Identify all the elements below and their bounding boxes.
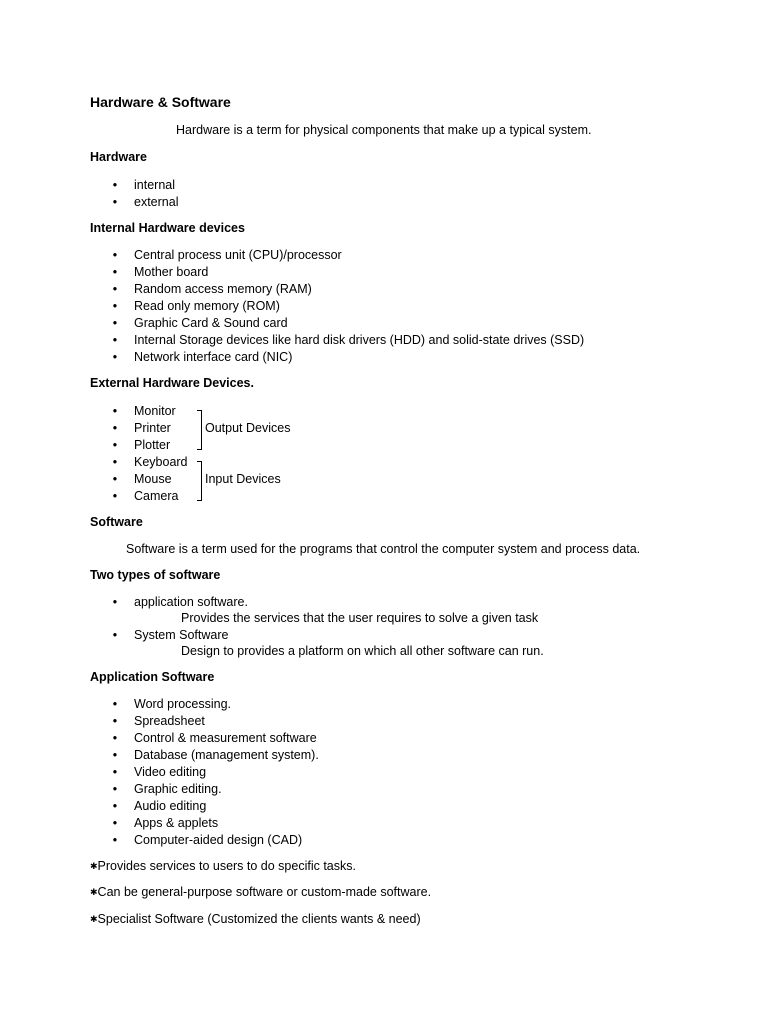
bullet: • bbox=[112, 489, 118, 503]
bullet: • bbox=[112, 748, 118, 762]
external-heading: External Hardware Devices. bbox=[90, 376, 254, 390]
list-item-text: Camera bbox=[134, 489, 179, 503]
list-item-text: Mother board bbox=[134, 265, 209, 279]
list-item-text: Audio editing bbox=[134, 799, 207, 813]
bullet: • bbox=[112, 195, 118, 209]
star-icon: ✱ bbox=[90, 861, 98, 871]
bullet: • bbox=[112, 833, 118, 847]
note-line bbox=[90, 859, 356, 873]
note-text: Specialist Software (Customized the clients wants & need) bbox=[97, 912, 421, 926]
bullet: • bbox=[112, 178, 118, 192]
bullet: • bbox=[112, 438, 118, 452]
list-item-text: Video editing bbox=[134, 765, 207, 779]
bullet: • bbox=[112, 248, 118, 262]
list-item-text: Keyboard bbox=[134, 455, 188, 469]
star-icon: ✱ bbox=[90, 914, 98, 924]
bullet: • bbox=[112, 316, 118, 330]
list-item-text: Printer bbox=[134, 421, 171, 435]
bullet: • bbox=[112, 731, 118, 745]
star-icon: ✱ bbox=[90, 887, 98, 897]
list-item-text: Graphic editing. bbox=[134, 782, 222, 796]
bullet: • bbox=[112, 455, 118, 469]
list-item-text: Graphic Card & Sound card bbox=[134, 316, 288, 330]
intro-text: Hardware is a term for physical components that make up a typical system. bbox=[176, 123, 592, 137]
list-item-text: System Software bbox=[134, 628, 229, 642]
list-item-text: Mouse bbox=[134, 472, 172, 486]
list-item-text: Plotter bbox=[134, 438, 171, 452]
list-item-text: Random access memory (RAM) bbox=[134, 282, 312, 296]
note-line bbox=[90, 912, 421, 926]
bullet: • bbox=[112, 282, 118, 296]
list-item-text: Internal Storage devices like hard disk drivers (HDD) and solid-state drives (SSD) bbox=[134, 333, 585, 347]
page-title: Hardware & Software bbox=[90, 94, 231, 110]
bullet: • bbox=[112, 816, 118, 830]
note-text: Provides services to users to do specific tasks. bbox=[97, 859, 356, 873]
bullet: • bbox=[112, 299, 118, 313]
bullet: • bbox=[112, 765, 118, 779]
list-item-detail: Provides the services that the user requires to solve a given task bbox=[181, 611, 539, 625]
bullet: • bbox=[112, 697, 118, 711]
list-item-text: Control & measurement software bbox=[134, 731, 317, 745]
bullet: • bbox=[112, 628, 118, 642]
list-item-text: Computer-aided design (CAD) bbox=[134, 833, 303, 847]
bullet: • bbox=[112, 404, 118, 418]
list-item-text: Central process unit (CPU)/processor bbox=[134, 248, 342, 262]
output-bracket bbox=[197, 410, 202, 450]
list-item-text: Apps & applets bbox=[134, 816, 219, 830]
note-text: Can be general-purpose software or custom-made software. bbox=[97, 885, 432, 899]
bullet: • bbox=[112, 333, 118, 347]
list-item-text: Monitor bbox=[134, 404, 176, 418]
bullet: • bbox=[112, 714, 118, 728]
output-devices-label: Output Devices bbox=[205, 421, 291, 435]
application-software-heading: Application Software bbox=[90, 670, 215, 684]
list-item-text: Read only memory (ROM) bbox=[134, 299, 280, 313]
two-types-heading: Two types of software bbox=[90, 568, 221, 582]
list-item-text: Word processing. bbox=[134, 697, 232, 711]
list-item-text: Spreadsheet bbox=[134, 714, 205, 728]
list-item-text: application software. bbox=[134, 595, 248, 609]
list-item-text: internal bbox=[134, 178, 175, 192]
internal-heading: Internal Hardware devices bbox=[90, 221, 245, 235]
bullet: • bbox=[112, 799, 118, 813]
list-item-text: Database (management system). bbox=[134, 748, 319, 762]
list-item-detail: Design to provides a platform on which all other software can run. bbox=[181, 644, 544, 658]
bullet: • bbox=[112, 350, 118, 364]
list-item-text: external bbox=[134, 195, 179, 209]
bullet: • bbox=[112, 265, 118, 279]
input-devices-label: Input Devices bbox=[205, 472, 281, 486]
bullet: • bbox=[112, 782, 118, 796]
note-line bbox=[90, 885, 431, 899]
input-bracket bbox=[197, 461, 202, 501]
bullet: • bbox=[112, 472, 118, 486]
list-item-text: Network interface card (NIC) bbox=[134, 350, 293, 364]
bullet: • bbox=[112, 421, 118, 435]
software-heading: Software bbox=[90, 515, 143, 529]
hardware-heading: Hardware bbox=[90, 150, 147, 164]
software-description: Software is a term used for the programs that control the computer system and process data. bbox=[126, 542, 641, 556]
bullet: • bbox=[112, 595, 118, 609]
